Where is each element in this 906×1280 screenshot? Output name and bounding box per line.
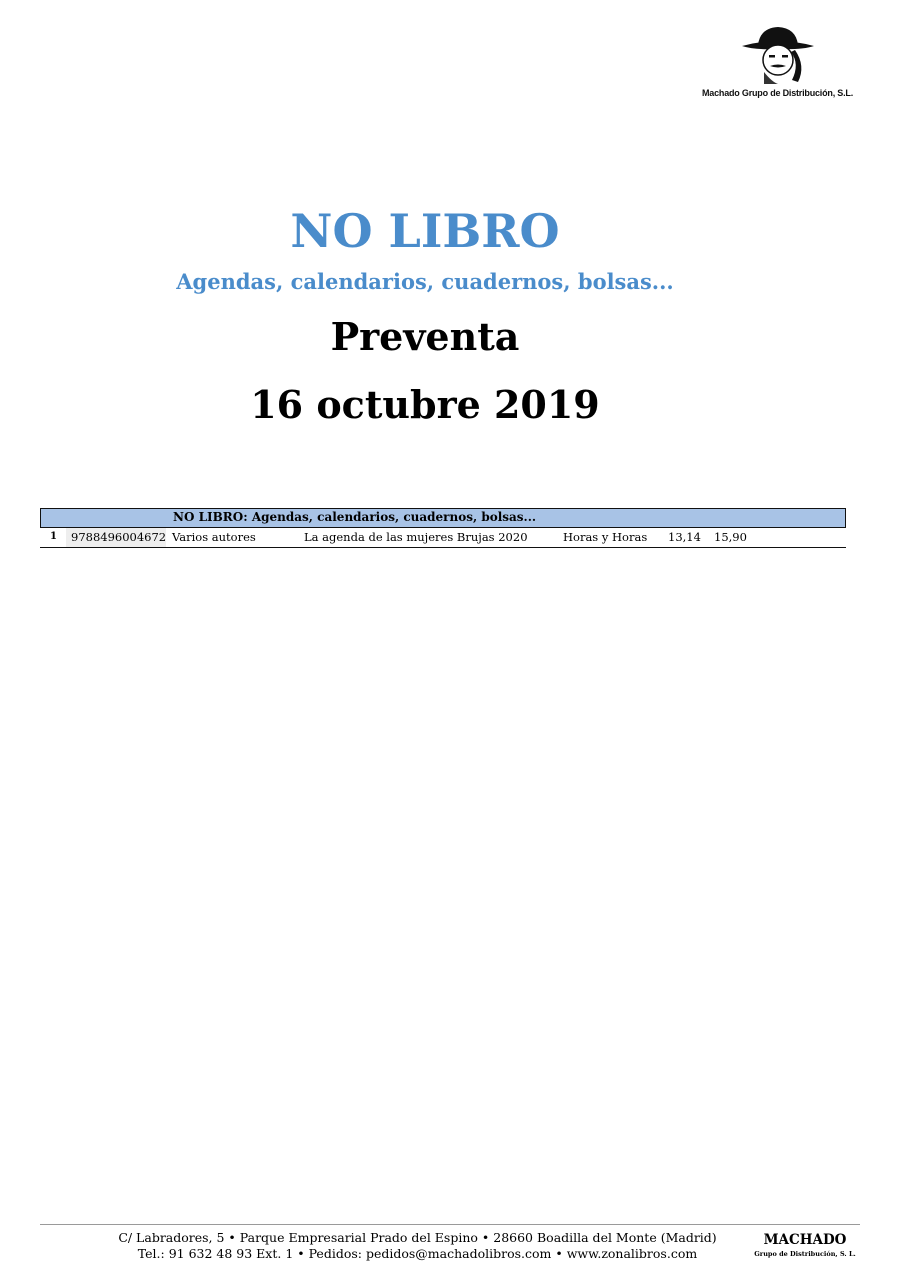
hat-portrait-icon bbox=[702, 24, 852, 86]
author-cell: Varios autores bbox=[172, 530, 256, 544]
footer-brand: MACHADO bbox=[763, 1232, 847, 1248]
isbn-cell: 9788496004672 bbox=[71, 530, 167, 544]
row-number: 1 bbox=[50, 531, 57, 542]
footer-brand-subtitle: Grupo de Distribución, S. L. bbox=[754, 1250, 856, 1258]
logo-caption: Machado Grupo de Distribución, S.L. bbox=[702, 88, 854, 98]
table-section-header bbox=[40, 508, 846, 528]
section-title: NO LIBRO: Agendas, calendarios, cuadernos, bolsas... bbox=[173, 510, 537, 524]
footer-contact: Tel.: 91 632 48 93 Ext. 1 • Pedidos: pedidos@machadolibros.com • www.zonalibros.com bbox=[137, 1246, 698, 1261]
catalog-date: 16 octubre 2019 bbox=[250, 382, 600, 427]
publisher-cell: Horas y Horas bbox=[563, 530, 648, 544]
footer-address: C/ Labradores, 5 • Parque Empresarial Prado del Espino • 28660 Boadilla del Monte (Madrid) bbox=[118, 1230, 717, 1245]
catalog-type: Preventa bbox=[330, 314, 520, 359]
company-logo bbox=[702, 24, 852, 102]
table-row bbox=[40, 528, 846, 548]
price-without-tax-cell: 13,14 bbox=[668, 530, 701, 544]
product-table bbox=[40, 508, 846, 548]
price-with-tax-cell: 15,90 bbox=[714, 530, 747, 544]
page-title: NO LIBRO bbox=[290, 204, 560, 258]
book-title-cell: La agenda de las mujeres Brujas 2020 bbox=[304, 530, 528, 544]
footer-divider bbox=[40, 1224, 860, 1225]
page-subtitle: Agendas, calendarios, cuadernos, bolsas... bbox=[176, 269, 674, 294]
